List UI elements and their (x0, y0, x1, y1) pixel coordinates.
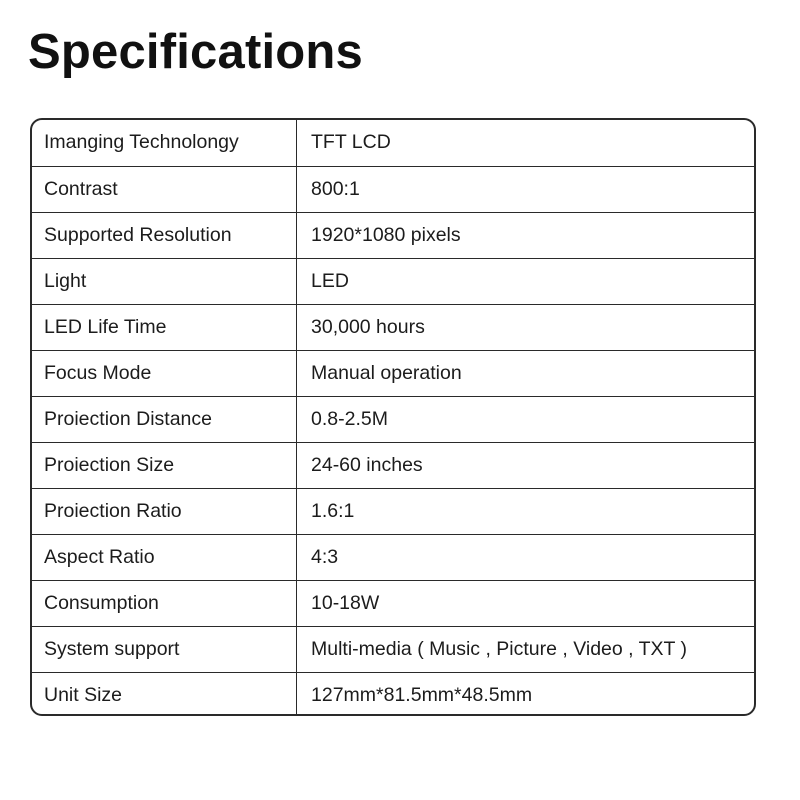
spec-value: 1920*1080 pixels (297, 212, 755, 258)
spec-row-projection-ratio (32, 488, 754, 534)
spec-label: Proiection Distance (32, 396, 297, 442)
page-title: Specifications (28, 25, 364, 79)
spec-label: Aspect Ratio (32, 534, 297, 580)
spec-label: Light (32, 258, 297, 304)
spec-label: LED Life Time (32, 304, 297, 350)
spec-row-unit-size (32, 672, 754, 716)
spec-label: Contrast (32, 166, 297, 212)
spec-value: 127mm*81.5mm*48.5mm (311, 683, 533, 706)
spec-row-consumption (32, 580, 754, 626)
spec-value: Manual operation (297, 350, 755, 396)
spec-value: 24-60 inches (297, 442, 755, 488)
spec-row-system-support (32, 626, 754, 672)
spec-row-imaging-technology (32, 120, 754, 166)
spec-row-projection-distance (32, 396, 754, 442)
spec-label: Consumption (32, 580, 297, 626)
spec-label: Unit Size (32, 672, 297, 716)
spec-label: Supported Resolution (32, 212, 297, 258)
spec-label: Imanging Technolongy (32, 120, 297, 166)
spec-row-aspect-ratio (32, 534, 754, 580)
spec-value: 10-18W (297, 580, 755, 626)
specifications-table (30, 118, 756, 716)
spec-row-projection-size (32, 442, 754, 488)
spec-value: 0.8-2.5M (297, 396, 755, 442)
spec-label: Proiection Ratio (32, 488, 297, 534)
spec-row-led-life-time (32, 304, 754, 350)
spec-value: Multi-media ( Music , Picture , Video , TXT ) (297, 626, 755, 672)
spec-row-focus-mode (32, 350, 754, 396)
spec-value: 1.6:1 (297, 488, 755, 534)
spec-row-light (32, 258, 754, 304)
spec-value: TFT LCD (297, 120, 755, 166)
spec-value: LED (297, 258, 755, 304)
spec-label: System support (32, 626, 297, 672)
spec-value: 30,000 hours (297, 304, 755, 350)
spec-row-contrast (32, 166, 754, 212)
spec-value: 800:1 (297, 166, 755, 212)
spec-value: 4:3 (297, 534, 755, 580)
spec-label: Focus Mode (32, 350, 297, 396)
spec-row-supported-resolution (32, 212, 754, 258)
spec-label: Proiection Size (32, 442, 297, 488)
spec-table-grid (32, 120, 754, 716)
